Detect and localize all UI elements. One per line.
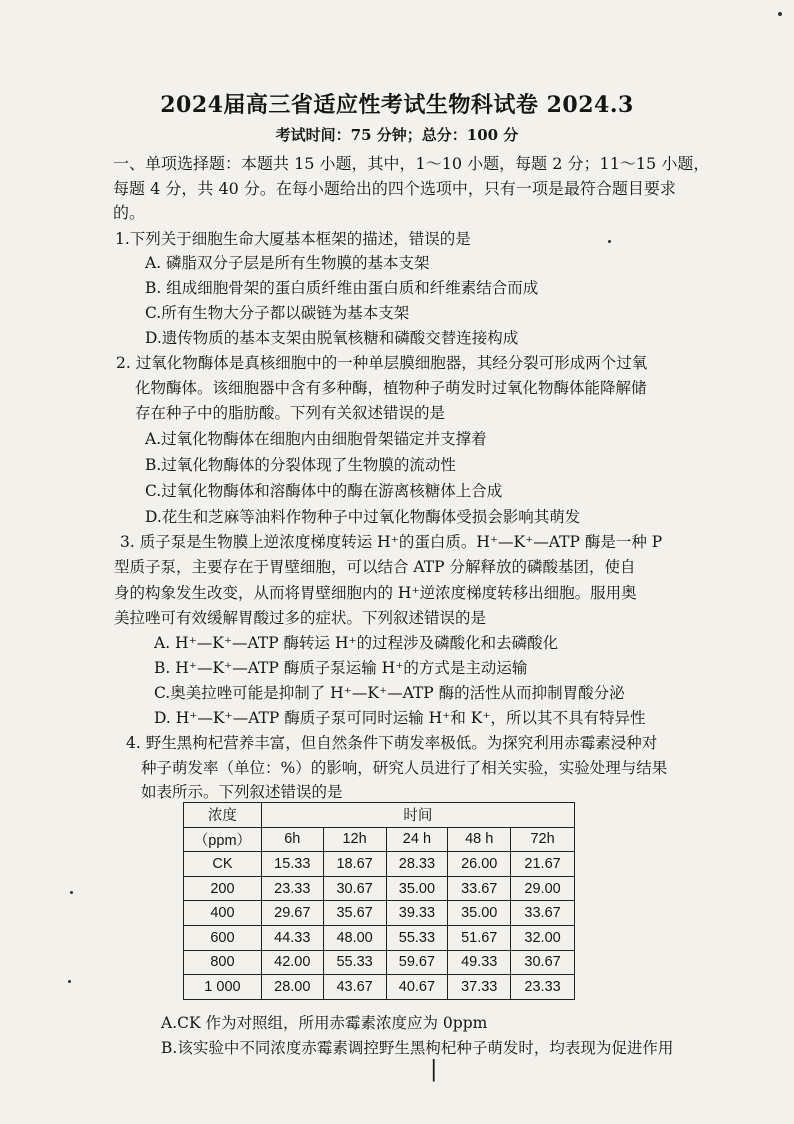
table-cell: 44.33 [261,925,323,950]
table-cell: 32.00 [511,925,575,950]
table-cell: 59.67 [386,950,448,975]
q3-stem-line: 3. 质子泵是生物膜上逆浓度梯度转运 H⁺的蛋白质。H⁺—K⁺—ATP 酶是一种 P [120,533,663,551]
q4-stem-line: 种子萌发率（单位：%）的影响，研究人员进行了相关实验，实验处理与结果 [141,759,668,777]
q3-stem-line: 身的构象发生改变，从而将胃壁细胞内的 H⁺逆浓度梯度转移出细胞。服用奥 [114,584,637,602]
scan-speck [68,980,71,983]
table-cell: 35.67 [323,901,386,926]
table-cell: 30.67 [323,876,386,901]
table-cell: 42.00 [261,950,323,975]
q3-option-a: A. H⁺—K⁺—ATP 酶转运 H⁺的过程涉及磷酸化和去磷酸化 [154,634,559,652]
q3-stem-line: 美拉唑可有效缓解胃酸过多的症状。下列叙述错误的是 [114,609,487,627]
q1-option-c: C.所有生物大分子都以碳链为基本支架 [145,304,410,322]
table-cell-conc: 400 [184,901,262,926]
table-cell: 43.67 [323,975,386,1000]
table-header-unit: （ppm） [184,827,262,852]
table-time-header: 6h [261,827,323,852]
table-cell: 49.33 [448,950,511,975]
table-row [184,876,575,901]
table-cell: 23.33 [511,975,575,1000]
q2-option-b: B.过氧化物酶体的分裂体现了生物膜的流动性 [145,456,456,474]
table-header-time: 时间 [261,803,574,828]
section-header-line: 一、单项选择题：本题共 15 小题，其中，1～10 小题，每题 2 分；11～15 小题， [113,154,710,173]
exam-title: 2024届高三省适应性考试生物科试卷 2024.3 [160,92,634,118]
table-time-header: 48 h [448,827,511,852]
table-cell: 23.33 [261,876,323,901]
table-cell: 28.00 [261,975,323,1000]
table-time-header: 12h [323,827,386,852]
table-cell-conc: 1 000 [184,975,262,1000]
table-cell: 39.33 [386,901,448,926]
table-row [184,975,575,1000]
q1-option-d: D.遗传物质的基本支架由脱氧核糖和磷酸交替连接构成 [145,329,519,347]
q4-option-a: A.CK 作为对照组，所用赤霉素浓度应为 0ppm [161,1014,488,1032]
q3-stem-line: 型质子泵，主要存在于胃壁细胞，可以结合 ATP 分解释放的磷酸基团，使自 [114,558,636,576]
q2-option-c: C.过氧化物酶体和溶酶体中的酶在游离核糖体上合成 [145,482,503,500]
exam-subtitle: 考试时间：75 分钟；总分：100 分 [275,126,519,144]
table-cell: 37.33 [448,975,511,1000]
page-number-mark: | [430,1057,438,1082]
q1-option-a: A. 磷脂双分子层是所有生物膜的基本支架 [145,254,430,272]
table-cell: 33.67 [448,876,511,901]
q2-option-a: A.过氧化物酶体在细胞内由细胞骨架锚定并支撑着 [145,430,487,448]
table-cell: 35.00 [448,901,511,926]
table-cell: 55.33 [386,925,448,950]
table-time-header: 72h [511,827,575,852]
table-cell: 33.67 [511,901,575,926]
q3-option-c: C.奥美拉唑可能是抑制了 H⁺—K⁺—ATP 酶的活性从而抑制胃酸分泌 [154,684,625,702]
q4-option-b: B.该实验中不同浓度赤霉素调控野生黑枸杞种子萌发时，均表现为促进作用 [161,1039,674,1057]
table-header-row [184,827,575,852]
scan-speck [70,891,73,894]
germination-table [183,802,575,1000]
table-cell: 18.67 [323,852,386,877]
q1-stem: 1.下列关于细胞生命大厦基本框架的描述，错误的是 [115,230,471,248]
table-cell-conc: 600 [184,925,262,950]
table-cell: 51.67 [448,925,511,950]
table-row [184,901,575,926]
q3-option-d: D. H⁺—K⁺—ATP 酶质子泵可同时运输 H⁺和 K⁺，所以其不具有特异性 [154,709,646,727]
table-cell: 40.67 [386,975,448,1000]
table-cell: 30.67 [511,950,575,975]
table-cell: 29.00 [511,876,575,901]
q2-option-d: D.花生和芝麻等油料作物种子中过氧化物酶体受损会影响其萌发 [145,508,581,526]
q4-stem-line: 4. 野生黑枸杞营养丰富，但自然条件下萌发率极低。为探究利用赤霉素浸种对 [126,734,658,752]
table-cell: 21.67 [511,852,575,877]
table-header-row [184,803,575,828]
q2-stem-line: 2. 过氧化物酶体是真核细胞中的一种单层膜细胞器，其经分裂可形成两个过氧 [116,354,648,372]
table-row [184,950,575,975]
table-cell: 35.00 [386,876,448,901]
q3-option-b: B. H⁺—K⁺—ATP 酶质子泵运输 H⁺的方式是主动运输 [154,659,528,677]
table-cell: 15.33 [261,852,323,877]
table-cell: 28.33 [386,852,448,877]
table-time-header: 24 h [386,827,448,852]
table-cell: 29.67 [261,901,323,926]
scan-speck [608,240,611,243]
table-cell-conc: 800 [184,950,262,975]
table-cell: 26.00 [448,852,511,877]
table-row [184,925,575,950]
table-row [184,852,575,877]
table-cell: 48.00 [323,925,386,950]
scan-speck [778,12,782,16]
q1-option-b: B. 组成细胞骨架的蛋白质纤维由蛋白质和纤维素结合而成 [145,279,539,297]
section-header-line: 每题 4 分，共 40 分。在每小题给出的四个选项中，只有一项是最符合题目要求 [113,179,676,198]
q4-stem-line: 如表所示。下列叙述错误的是 [141,783,343,801]
table-cell-conc: CK [184,852,262,877]
q2-stem-line: 化物酶体。该细胞器中含有多种酶，植物种子萌发时过氧化物酶体能降解储 [135,379,647,397]
section-header-line: 的。 [113,203,146,222]
table-cell: 55.33 [323,950,386,975]
table-header-conc: 浓度 [184,803,262,828]
q2-stem-line: 存在种子中的脂肪酸。下列有关叙述错误的是 [135,404,446,422]
table-cell-conc: 200 [184,876,262,901]
